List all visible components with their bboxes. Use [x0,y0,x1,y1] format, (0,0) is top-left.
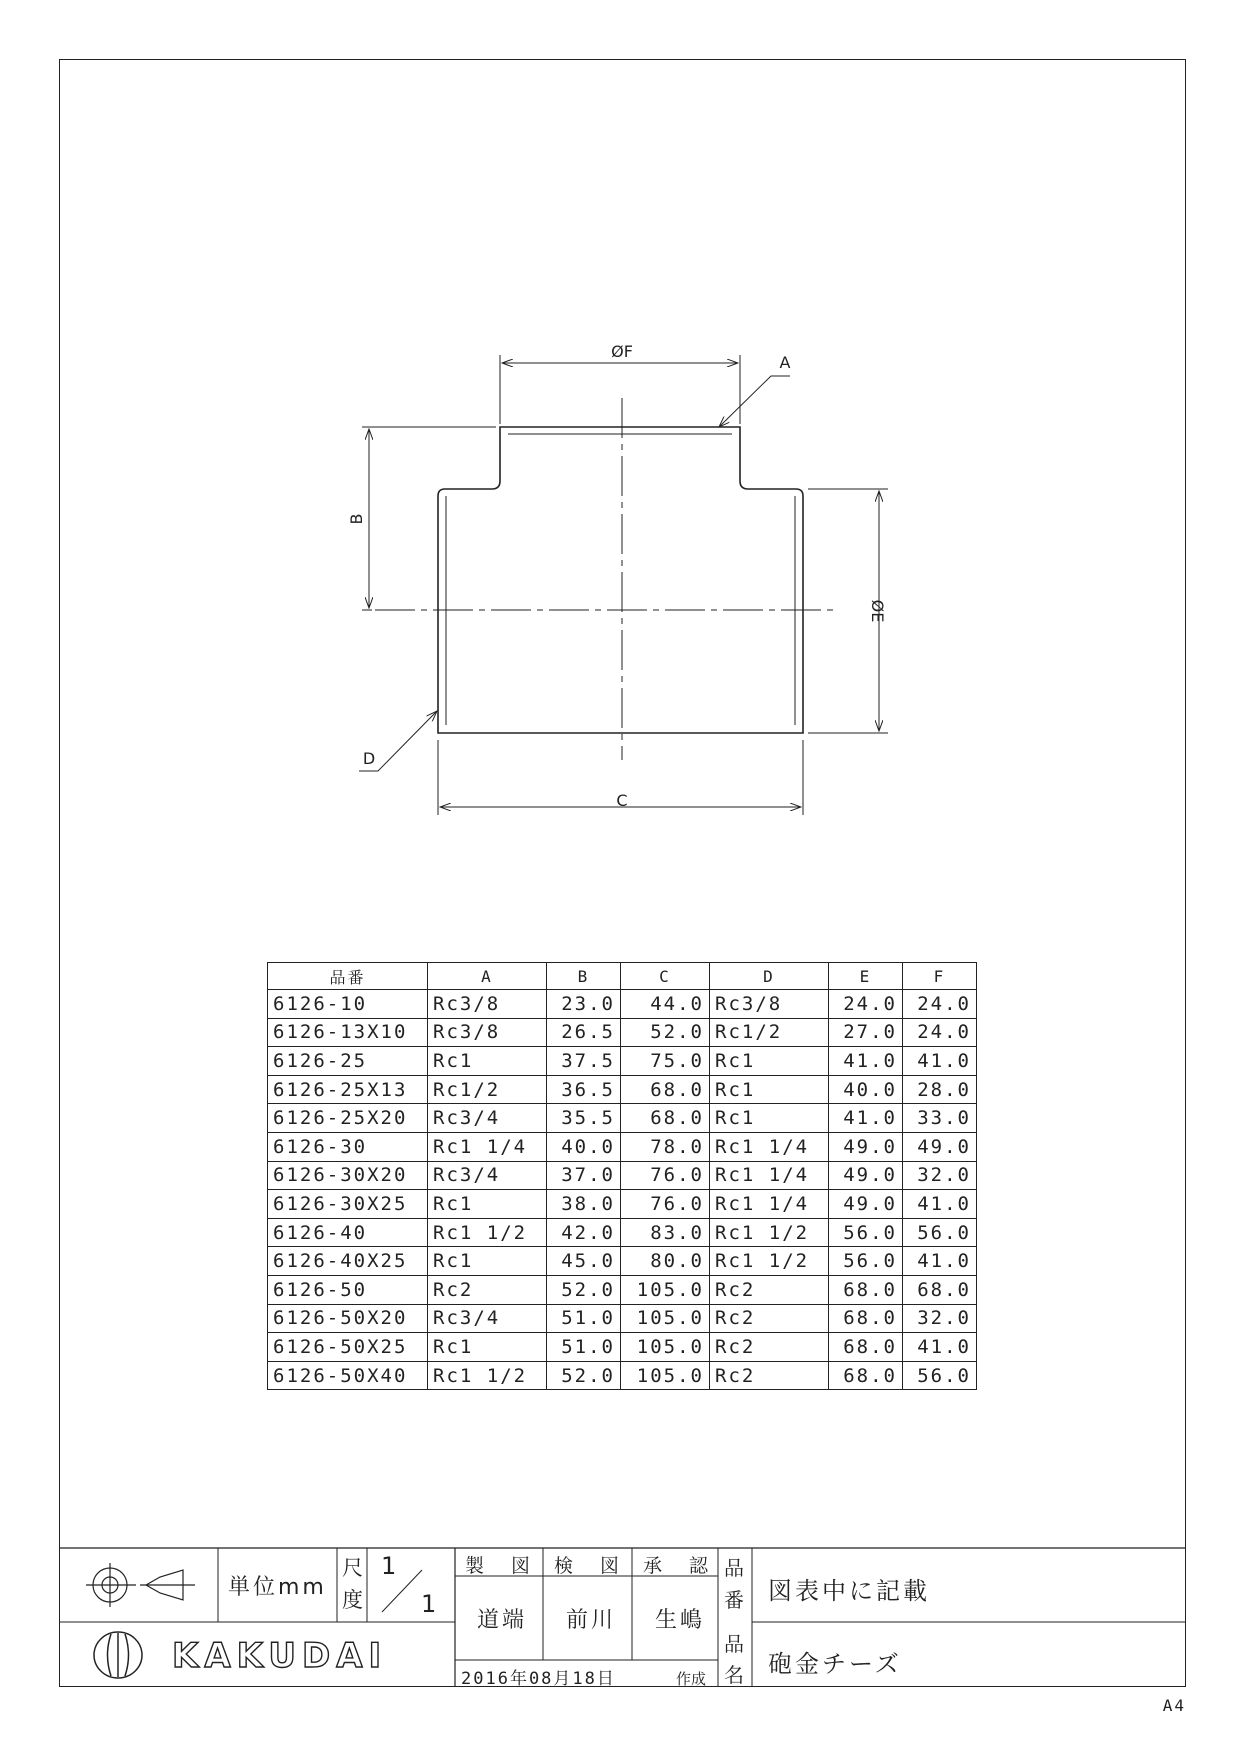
table-cell: 76.0 [621,1161,710,1190]
table-cell: 68.0 [829,1361,903,1390]
header-e: E [829,963,903,990]
table-row [268,1190,977,1219]
table-cell: 28.0 [903,1075,977,1104]
table-cell: 24.0 [903,1018,977,1047]
table-cell: 6126-13X10 [268,1018,428,1047]
table-cell: Rc1 [428,1333,547,1362]
scale-denominator: 1 [421,1590,437,1618]
checked-label: 検 図 [554,1555,624,1577]
table-cell: 49.0 [829,1190,903,1219]
table-cell: 6126-25 [268,1047,428,1076]
third-angle-projection-icon [86,1563,195,1607]
table-cell: 80.0 [621,1247,710,1276]
table-cell: 56.0 [903,1218,977,1247]
table-cell: 49.0 [829,1132,903,1161]
label-b: B [347,513,366,525]
table-cell: 41.0 [903,1047,977,1076]
table-cell: 68.0 [829,1304,903,1333]
table-row [268,1075,977,1104]
part-no-label-2: 番 [724,1588,744,1612]
brand-name: KAKUDAI [172,1636,388,1676]
table-header-row [268,963,977,990]
table-cell: 42.0 [547,1218,621,1247]
table-cell: Rc1 1/4 [710,1190,829,1219]
table-cell: Rc1/2 [710,1018,829,1047]
table-cell: 40.0 [829,1075,903,1104]
drawn-by: 道端 [477,1608,528,1633]
table-cell: 24.0 [903,990,977,1019]
table-cell: Rc2 [710,1333,829,1362]
table-cell: Rc1 [428,1247,547,1276]
table-cell: 105.0 [621,1333,710,1362]
dimension-labels [347,342,887,810]
scale-numerator: 1 [381,1552,397,1580]
table-cell: 78.0 [621,1132,710,1161]
table-cell: Rc1 1/2 [428,1218,547,1247]
date: 2016年08月18日 [461,1669,616,1689]
table-cell: 6126-40X25 [268,1247,428,1276]
table-cell: 49.0 [829,1161,903,1190]
table-cell: 105.0 [621,1304,710,1333]
table-row [268,1018,977,1047]
table-row [268,1304,977,1333]
table-cell: 56.0 [903,1361,977,1390]
table-cell: Rc2 [710,1275,829,1304]
header-f: F [903,963,977,990]
table-cell: 68.0 [829,1333,903,1362]
table-cell: Rc2 [428,1275,547,1304]
tee-outline [438,427,803,733]
table-cell: Rc1 1/2 [710,1218,829,1247]
table-cell: Rc3/8 [710,990,829,1019]
part-name-label-2: 名 [724,1663,744,1687]
table-cell: 51.0 [547,1304,621,1333]
table-cell: 44.0 [621,990,710,1019]
header-d: D [710,963,829,990]
table-cell: 6126-10 [268,990,428,1019]
table-row [268,1161,977,1190]
table-cell: 6126-30 [268,1132,428,1161]
table-cell: 6126-50 [268,1275,428,1304]
table-cell: 6126-25X13 [268,1075,428,1104]
table-row [268,1247,977,1276]
table-cell: Rc1/2 [428,1075,547,1104]
table-cell: Rc1 [710,1047,829,1076]
label-c: C [616,791,628,810]
table-cell: 105.0 [621,1361,710,1390]
header-part-no: 品番 [268,963,428,990]
table-cell: Rc3/8 [428,990,547,1019]
table-cell: 6126-30X20 [268,1161,428,1190]
label-phi-f: ØF [611,342,633,361]
table-cell: 6126-50X20 [268,1304,428,1333]
scale-label-1: 尺 [342,1556,363,1580]
table-cell: 56.0 [829,1218,903,1247]
sheet-size: A4 [1162,1696,1186,1715]
center-lines [375,398,833,760]
table-cell: 75.0 [621,1047,710,1076]
table-cell: Rc2 [710,1304,829,1333]
table-cell: 49.0 [903,1132,977,1161]
spec-table [267,962,977,1390]
table-cell: 41.0 [829,1104,903,1133]
table-row [268,1275,977,1304]
table-cell: 33.0 [903,1104,977,1133]
table-cell: 35.5 [547,1104,621,1133]
table-cell: Rc1 1/4 [710,1161,829,1190]
table-cell: 40.0 [547,1132,621,1161]
kakudai-logo-icon [94,1632,142,1678]
table-cell: 38.0 [547,1190,621,1219]
table-cell: 37.0 [547,1161,621,1190]
table-cell: 52.0 [547,1361,621,1390]
part-no-value: 図表中に記載 [768,1577,930,1605]
table-cell: 32.0 [903,1161,977,1190]
table-cell: Rc1 [428,1190,547,1219]
table-cell: 6126-25X20 [268,1104,428,1133]
table-row [268,1104,977,1133]
table-cell: 37.5 [547,1047,621,1076]
approved-by: 生嶋 [655,1608,706,1633]
table-cell: 23.0 [547,990,621,1019]
table-cell: 76.0 [621,1190,710,1219]
table-cell: 68.0 [621,1075,710,1104]
table-cell: 41.0 [903,1190,977,1219]
table-cell: 41.0 [903,1247,977,1276]
table-cell: 36.5 [547,1075,621,1104]
created-label: 作成 [676,1670,707,1688]
drawn-label: 製 図 [465,1555,535,1577]
table-cell: 68.0 [621,1104,710,1133]
part-name-label-1: 品 [724,1632,744,1656]
table-cell: 105.0 [621,1275,710,1304]
table-cell: Rc1 1/2 [428,1361,547,1390]
table-cell: 52.0 [547,1275,621,1304]
table-cell: 45.0 [547,1247,621,1276]
part-name-value: 砲金チーズ [768,1650,902,1678]
table-cell: 41.0 [903,1333,977,1362]
label-phi-e: ØE [868,599,887,623]
table-cell: Rc1 [428,1047,547,1076]
table-row [268,1218,977,1247]
table-cell: 51.0 [547,1333,621,1362]
table-cell: 6126-50X25 [268,1333,428,1362]
table-cell: 83.0 [621,1218,710,1247]
table-cell: 68.0 [903,1275,977,1304]
table-cell: 41.0 [829,1047,903,1076]
table-cell: Rc1 1/4 [710,1132,829,1161]
checked-by: 前川 [566,1608,617,1633]
table-row [268,1333,977,1362]
table-cell: Rc3/4 [428,1161,547,1190]
table-cell: Rc1 [710,1104,829,1133]
table-cell: 56.0 [829,1247,903,1276]
approved-label: 承 認 [643,1555,713,1577]
table-row [268,1132,977,1161]
table-cell: 6126-30X25 [268,1190,428,1219]
table-cell: 6126-50X40 [268,1361,428,1390]
scale-label-2: 度 [342,1588,363,1612]
table-cell: Rc1 1/4 [428,1132,547,1161]
table-row [268,1047,977,1076]
table-cell: Rc2 [710,1361,829,1390]
table-cell: Rc1 [710,1075,829,1104]
header-a: A [428,963,547,990]
label-a: A [779,353,791,372]
part-no-label-1: 品 [724,1556,744,1580]
header-c: C [621,963,710,990]
table-row [268,990,977,1019]
table-cell: 24.0 [829,990,903,1019]
label-d: D [362,749,376,768]
table-cell: Rc3/4 [428,1104,547,1133]
unit-label: 単位mm [228,1575,327,1600]
table-cell: 68.0 [829,1275,903,1304]
header-b: B [547,963,621,990]
table-cell: 52.0 [621,1018,710,1047]
table-cell: Rc3/8 [428,1018,547,1047]
spec-table-body [268,990,977,1390]
table-cell: 32.0 [903,1304,977,1333]
table-cell: 27.0 [829,1018,903,1047]
table-cell: 26.5 [547,1018,621,1047]
table-cell: Rc1 1/2 [710,1247,829,1276]
table-cell: Rc3/4 [428,1304,547,1333]
table-cell: 6126-40 [268,1218,428,1247]
table-row [268,1361,977,1390]
